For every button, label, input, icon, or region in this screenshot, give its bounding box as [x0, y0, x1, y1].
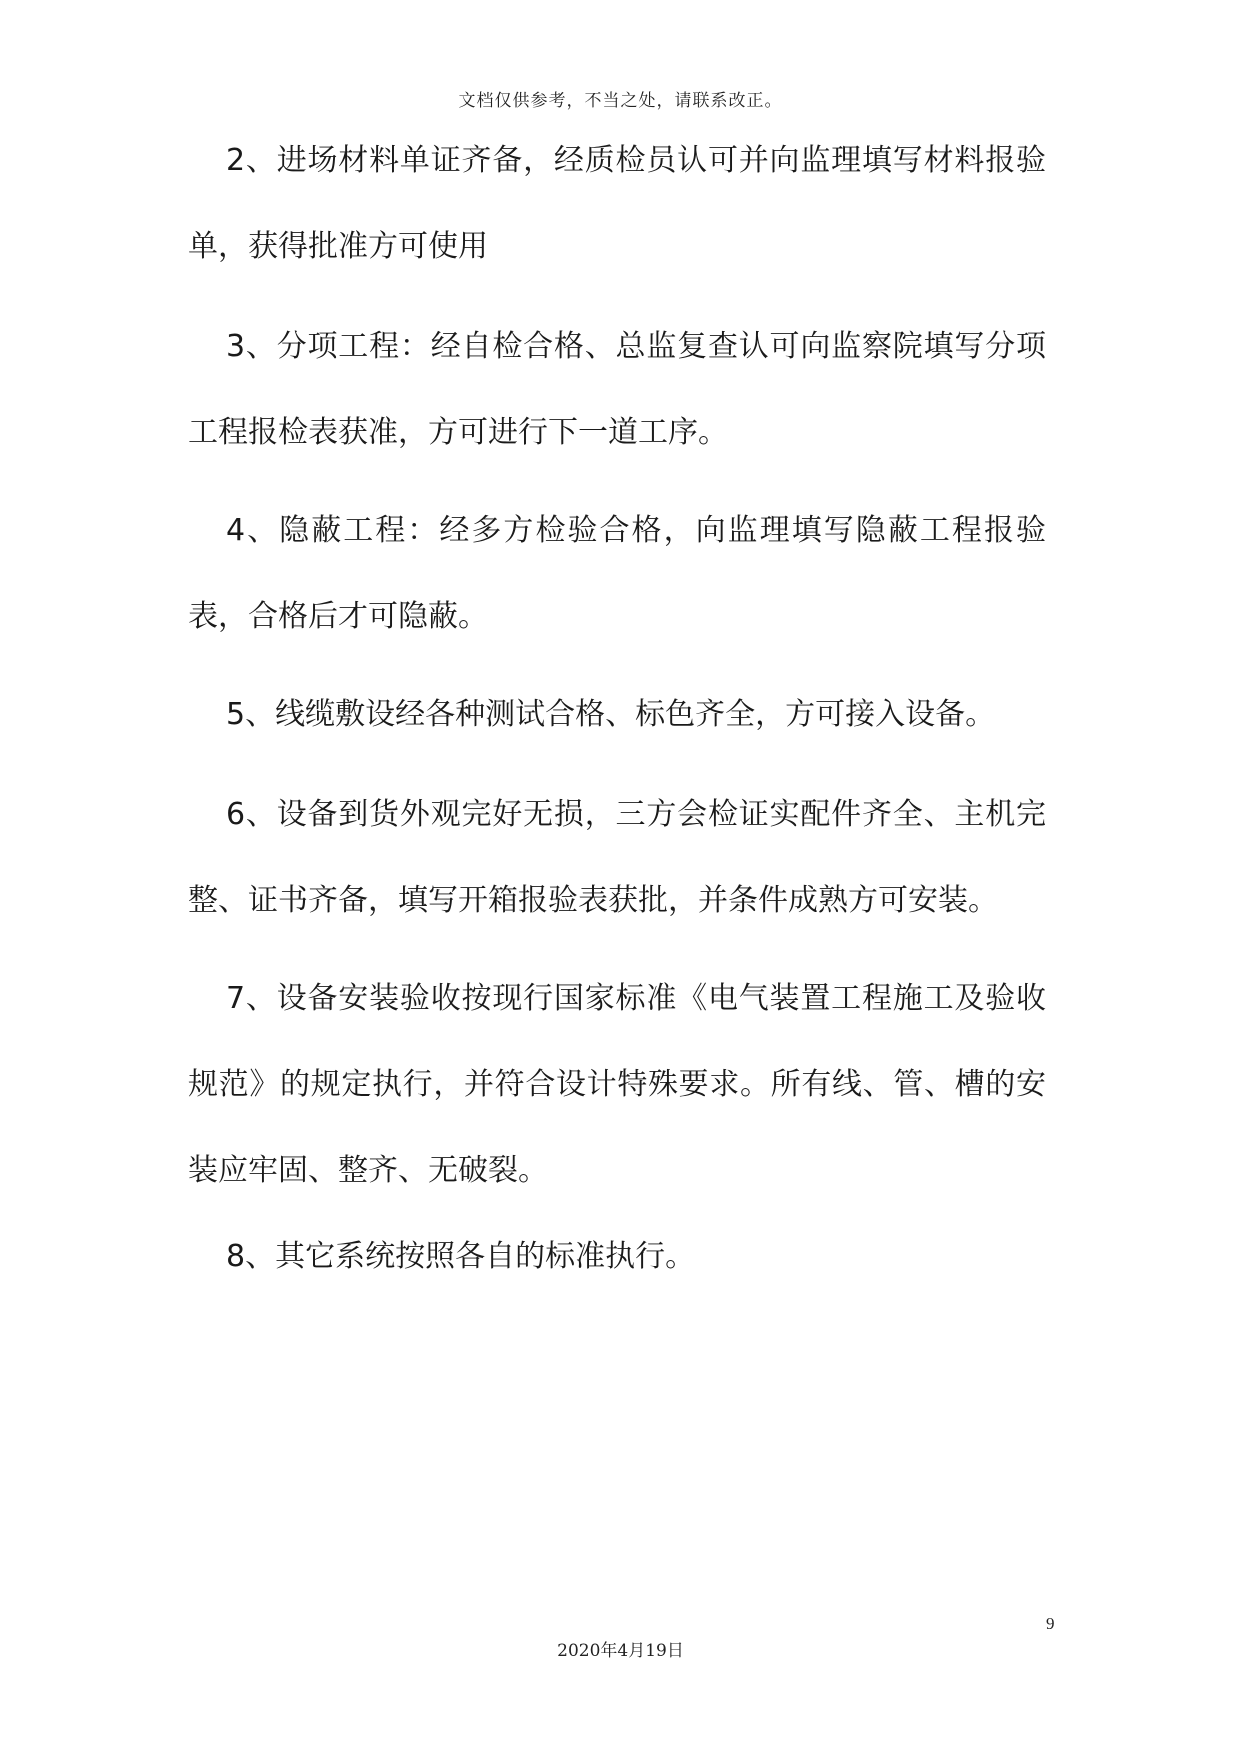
paragraph-4: 4、隐蔽工程：经多方检验合格，向监理填写隐蔽工程报验表，合格后才可隐蔽。: [188, 513, 1046, 634]
paragraph-8: 8、其它系统按照各自的标准执行。: [226, 1239, 696, 1274]
footer-date: 2020年4月19日: [557, 1641, 684, 1661]
page-number: 9: [1046, 1614, 1055, 1633]
header-note: 文档仅供参考，不当之处，请联系改正。: [458, 91, 783, 111]
paragraph-6: 6、设备到货外观完好无损，三方会检证实配件齐全、主机完整、证书齐备，填写开箱报验表获批，并条件成熟方可安装。: [188, 797, 1046, 918]
paragraph-7: 7、设备安装验收按现行国家标准《电气装置工程施工及验收规范》的规定执行，并符合设计特殊要求。所有线、管、槽的安装应牢固、整齐、无破裂。: [188, 981, 1046, 1188]
paragraph-2: 2、进场材料单证齐备，经质检员认可并向监理填写材料报验单，获得批准方可使用: [188, 143, 1046, 264]
paragraph-5: 5、线缆敷设经各种测试合格、标色齐全，方可接入设备。: [226, 697, 996, 732]
paragraph-3: 3、分项工程：经自检合格、总监复查认可向监察院填写分项工程报检表获准，方可进行下一道工序。: [188, 329, 1046, 450]
